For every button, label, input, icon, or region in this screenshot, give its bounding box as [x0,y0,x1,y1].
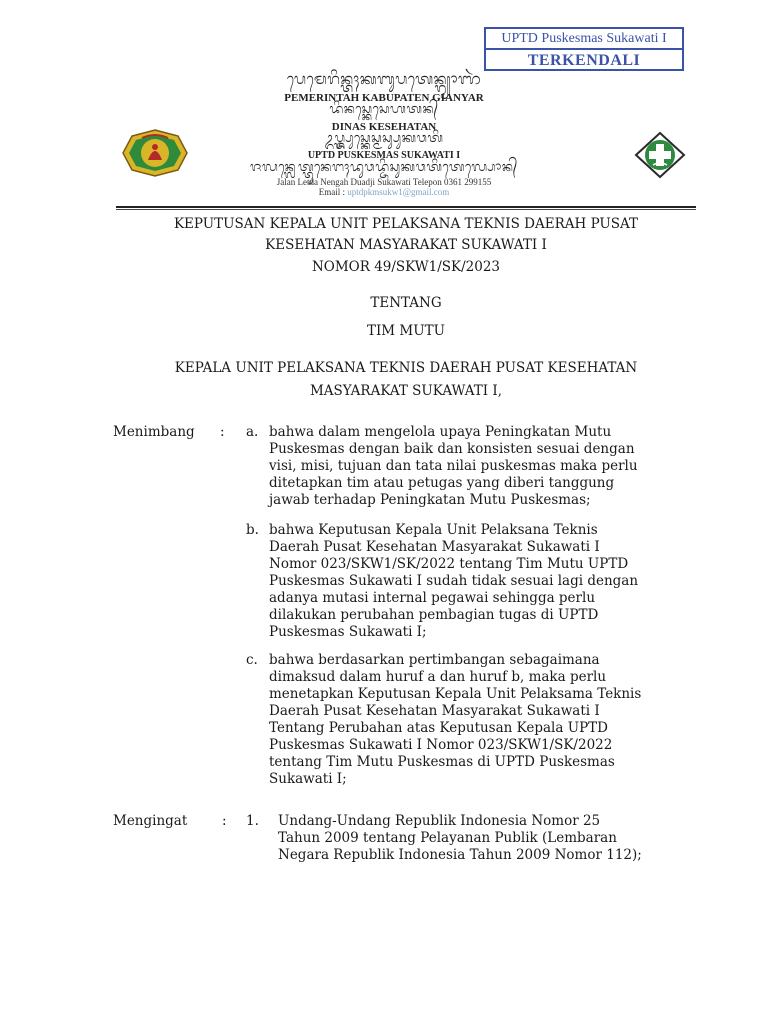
item-text [269,652,673,788]
email-label: Email : [318,187,348,197]
decree-title-line-1: KEPUTUSAN KEPALA UNIT PELAKSANA TEKNIS DAERAH PUSAT [173,216,639,232]
gianyar-regency-emblem-icon [120,128,190,178]
stamp-status: TERKENDALI [527,52,641,69]
text-line: Negara Republik Indonesia Tahun 2009 Nomor 112); [278,847,642,863]
section-label: Menimbang [113,424,195,440]
item-number: 1. [246,813,259,829]
text-line: jawab terhadap Peningkatan Mutu Puskesmas; [269,492,591,508]
department-name: DINAS KESEHATAN [331,121,437,133]
item-text [269,424,673,509]
decree-number: NOMOR 49/SKW1/SK/2023 [311,259,501,275]
text-line: Tentang Perubahan atas Keputusan Kepala UPTD [269,720,608,736]
stamp-unit: UPTD Puskesmas Sukawati I [486,29,682,50]
text-line: adanya mutasi internal pegawai sehingga perlu [269,590,596,606]
text-line: Puskesmas Sukawati I sudah tidak sesuai lagi dengan [269,573,639,589]
text-line: dilakukan perubahan pembagian tugas di UPTD [269,607,599,623]
section-colon: : [222,813,227,829]
email-line [0,187,768,197]
address: Jalan Letda Nengah Duadji Sukawati Telepon 0361 299155 [276,177,492,187]
section-colon: : [220,424,225,440]
item-text [269,522,673,641]
email-address: uptdpkmsukw1@gmail.com [347,187,450,197]
item-mark: c. [246,652,258,668]
text-line: Daerah Pusat Kesehatan Masyarakat Sukawati I [269,539,600,555]
text-line: Puskesmas Sukawati I Nomor 023/SKW1/SK/2022 [269,737,613,753]
text-line: ditetapkan tim atau petugas yang diberi tanggung [269,475,615,491]
text-line: Puskesmas Sukawati I; [269,624,427,640]
item-mark: a. [246,424,259,440]
text-line: tentang Tim Mutu Puskesmas di UPTD Puskesmas [269,754,615,770]
text-line: Puskesmas dengan baik dan konsisten sesuai dengan [269,441,635,457]
issuer-line-2: MASYARAKAT SUKAWATI I, [309,383,503,399]
text-line: Undang-Undang Republik Indonesia Nomor 25 [278,813,601,829]
balinese-script-line: ᬤᬶᬦᬲ᭄ᬓᬾᬲᬾᬳᬢᬦ᭄ [329,102,439,117]
letterhead-rule [116,206,696,208]
text-line: visi, misi, tujuan dan tata nilai puskesmas maka perlu [269,458,638,474]
text-line: bahwa dalam mengelola upaya Peningkatan Mutu [269,424,612,440]
puskesmas-logo-icon [633,131,687,179]
letterhead-rule-thin [116,209,696,210]
text-line: Daerah Pusat Kesehatan Masyarakat Sukawati I [269,703,600,719]
item-mark: b. [246,522,259,538]
balinese-script-line: ᬚᬮᬦ᭄ᬮᬾᬢ᭄ᬢᬸᬦᬾᬗᬄᬤᬸᬯᬤ᭄ᬚᬶᬲᬸᬓᬯᬢᬶᬢᬾᬮ᭄ᬧᭀᬦ᭄ [250,160,518,175]
text-line: Nomor 023/SKW1/SK/2022 tentang Tim Mutu UPTD [269,556,629,572]
unit-name: UPTD PUSKESMAS SUKAWATI I [307,150,461,161]
balinese-script-line: ᬉᬧ᭄ᬢ᭄ᬤ᭄ᬧᬸᬲ᭄ᬓᬾᬲ᭄ᬫᬲ᭄ᬲᬸᬓᬯᬢᬶ [324,131,444,146]
text-line: bahwa Keputusan Kepala Unit Pelaksana Teknis [269,522,598,538]
issuer-line-1: KEPALA UNIT PELAKSANA TEKNIS DAERAH PUSAT KESEHATAN [174,360,638,376]
decree-about: TENTANG [370,295,442,311]
text-line: Tahun 2009 tentang Pelayanan Publik (Lembaran [278,830,617,846]
text-line: Sukawati I; [269,771,347,787]
government-name: PEMERINTAH KABUPATEN GIANYAR [284,92,484,104]
balinese-script-line: ᬧᬾᬫᬾᬭᬶᬦ᭄ᬢᬄᬓᬩᬸᬧᬢᬾᬦ᭄ᬕ᭄ᬬᬵᬜᬃ [286,70,482,88]
document-control-stamp [484,27,684,71]
text-line: bahwa berdasarkan pertimbangan sebagaimana [269,652,600,668]
section-label: Mengingat [113,813,188,829]
decree-title-line-2: KESEHATAN MASYARAKAT SUKAWATI I [265,237,547,253]
text-line: menetapkan Keputusan Kepala Unit Pelaksama Teknis [269,686,642,702]
text-line: dimaksud dalam huruf a dan huruf b, maka perlu [269,669,607,685]
decree-subject: TIM MUTU [366,323,446,339]
item-text [278,813,668,864]
